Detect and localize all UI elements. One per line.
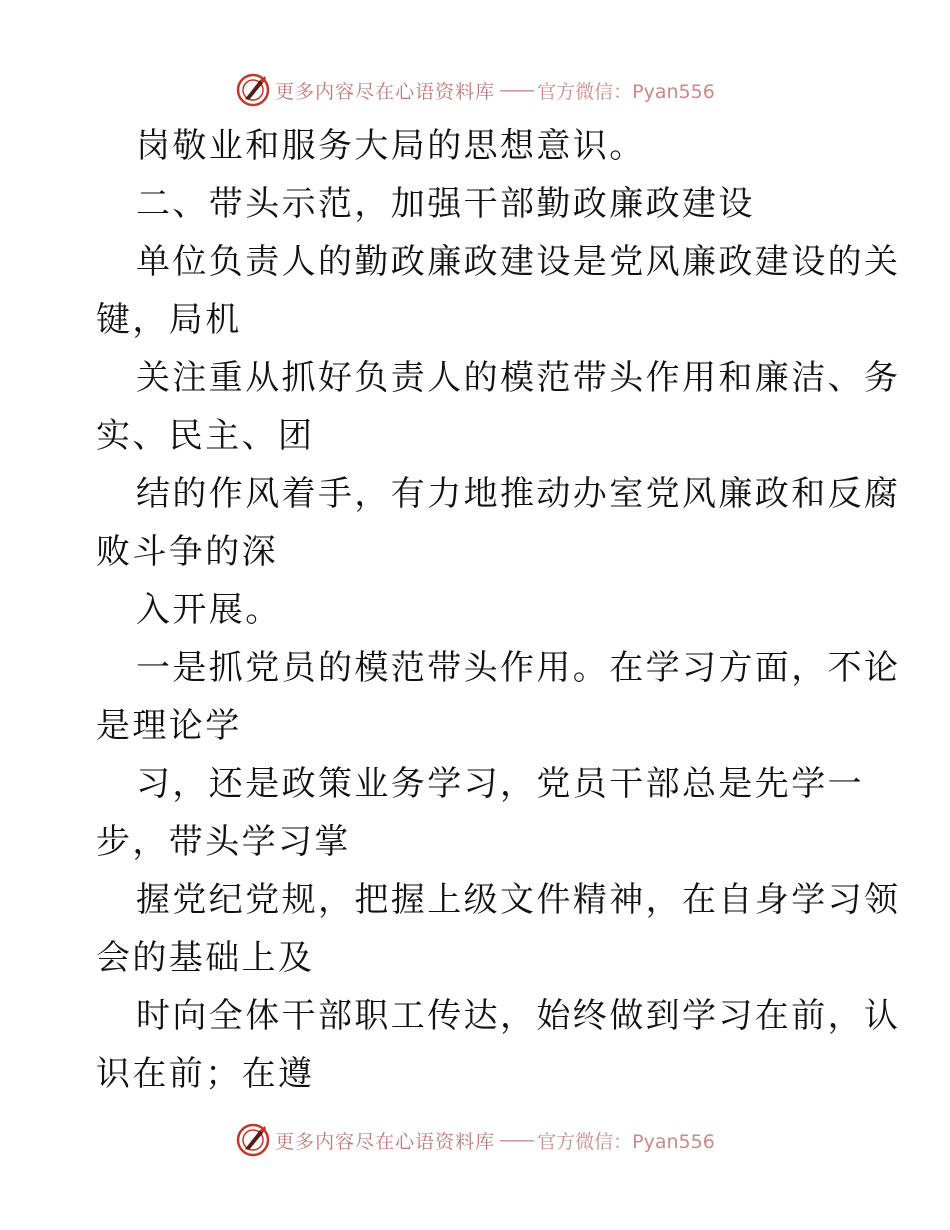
quill-logo-icon [235, 72, 271, 108]
footer-watermark [0, 1120, 950, 1160]
footer-site-name: 更多内容尽在心语资料库 [275, 1130, 496, 1153]
body-line: 败斗争的深 [96, 532, 278, 572]
body-line: 入开展。 [136, 590, 282, 630]
header-wechat: 官方微信：Pyan556 [537, 80, 715, 103]
quill-logo-icon [235, 1122, 271, 1158]
footer-separator: —— [499, 1129, 534, 1151]
footer-wechat: 官方微信：Pyan556 [537, 1130, 715, 1153]
body-line: 会的基础上及 [96, 938, 315, 978]
header-watermark [0, 70, 950, 110]
body-line: 实、民主、团 [96, 416, 315, 456]
body-line: 握党纪党规，把握上级文件精神，在自身学习领 [136, 880, 901, 920]
body-line: 步，带头学习掌 [96, 822, 351, 862]
header-site-name: 更多内容尽在心语资料库 [275, 80, 496, 103]
document-body [96, 117, 901, 1103]
body-line: 结的作风着手，有力地推动办室党风廉政和反腐 [136, 474, 901, 514]
body-line: 单位负责人的勤政廉政建设是党风廉政建设的关 [136, 242, 901, 282]
section-heading: 二、带头示范，加强干部勤政廉政建设 [136, 184, 755, 224]
body-line: 习，还是政策业务学习，党员干部总是先学一 [136, 764, 864, 804]
body-line: 时向全体干部职工传达，始终做到学习在前，认 [136, 996, 901, 1036]
body-line: 关注重从抓好负责人的模范带头作用和廉洁、务 [136, 358, 901, 398]
body-line: 是理论学 [96, 706, 242, 746]
body-line: 岗敬业和服务大局的思想意识。 [136, 126, 646, 166]
body-line: 一是抓党员的模范带头作用。在学习方面，不论 [136, 648, 901, 688]
body-line: 键，局机 [96, 300, 242, 340]
header-separator: —— [499, 79, 534, 101]
body-line: 识在前；在遵 [96, 1054, 315, 1094]
